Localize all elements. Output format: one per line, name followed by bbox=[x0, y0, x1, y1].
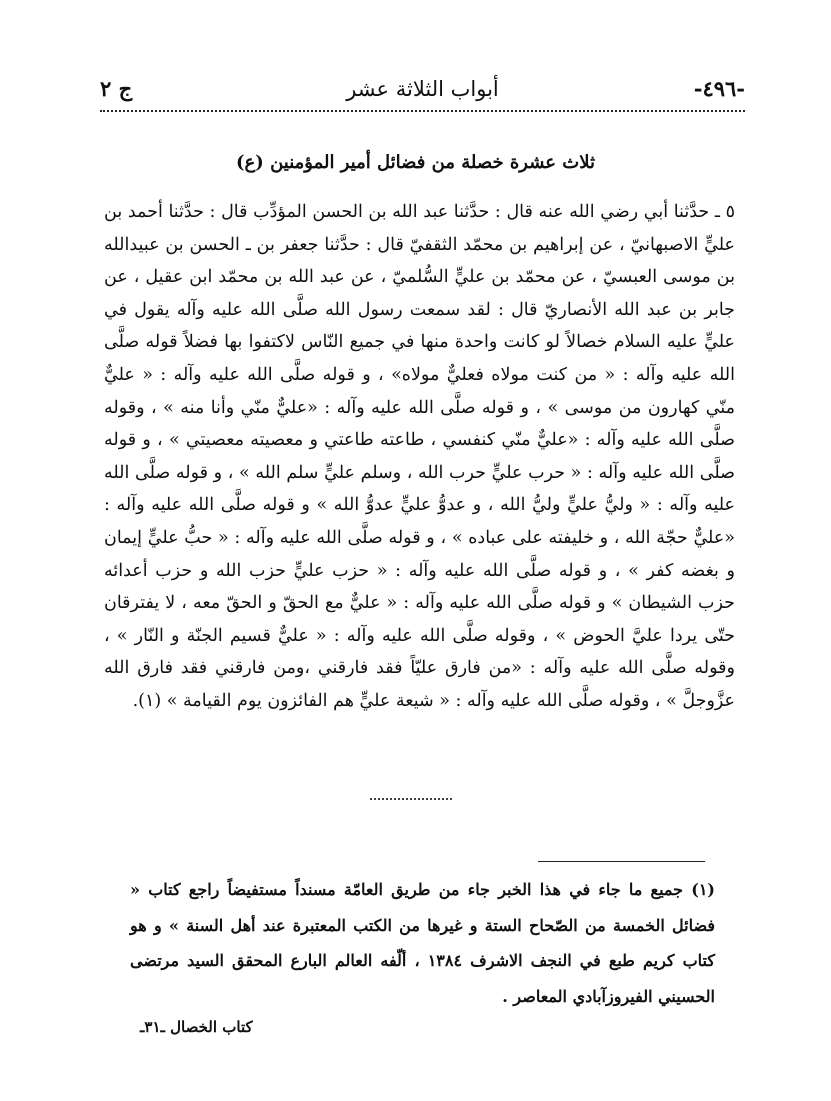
hadith-paragraph: ٥ ـ حدَّثنا أبي رضي الله عنه قال : حدَّثنا عبد الله بن الحسن المؤدِّب قال : حدَّثنا أحمد بن عليٍّ الاصبهانيّ ، عن إبراهيم بن محمّد الثقفيّ قال : حدَّثنا جعفر بن ـ الحسن بن عبيدالله بن موسى العبسيّ ، عن محمّد بن عليٍّ السُّلميّ ، عن عبد الله بن محمّد ابن عقيل ، عن جابر بن عبد الله الأنصاريّ قال : لقد سمعت رسول الله صلَّى الله عليه وآله يقول في عليٍّ عليه السلام خصالاً لو كانت واحدة منها في جميع النّاس لاكتفوا بها فضلاً قوله صلَّى الله عليه وآله : « من كنت مولاه فعليٌّ مولاه» ، و قوله صلَّى الله عليه وآله : « عليٌّ منّي كهارون من موسى » ، و قوله صلَّى الله عليه وآله : «عليٌّ منّي وأنا منه » ، وقوله صلَّى الله عليه وآله : «عليٌّ منّي كنفسي ، طاعته طاعتي و معصيته معصيتي » ، و قوله صلَّى الله عليه وآله : « حرب عليٍّ حرب الله ، وسلم عليٍّ سلم الله » ، و قوله صلَّى الله عليه وآله : « وليُّ عليٍّ وليُّ الله ، و عدوُّ عليٍّ عدوُّ الله » و قوله صلَّى الله عليه وآله : «عليٌّ حجّة الله ، و خليفته على عباده » ، و قوله صلَّى الله عليه وآله : « حبُّ عليٍّ إيمان و بغضه كفر » ، و قوله صلَّى الله عليه وآله : « حزب عليٍّ حزب الله و حزب أعدائه حزب الشيطان » و قوله صلَّى الله عليه وآله : « عليٌّ مع الحقّ و الحقّ معه ، لا يفترقان حتّى يردا عليَّ الحوض » ، وقوله صلَّى الله عليه وآله : « عليٌّ قسيم الجنّة و النّار » ، وقوله صلَّى الله عليه وآله : «من فارق عليّاً فقد فارقني ،ومن فارقني فقد فارق الله عزَّوجلَّ » ، وقوله صلَّى الله عليه وآله : « شيعة عليٍّ هم الفائزون يوم القيامة » (١). bbox=[104, 202, 735, 711]
footnote-paragraph: (١) جميع ما جاء في هذا الخبر جاء من طريق العامّة مسنداً مستفيضاً راجع كتاب « فضائل الخمسة من الصّحاح الستة و غيرها من الكتب المعتبرة عند أهل السنة » و هو كتاب كريم طبع في النجف الاشرف ١٣٨٤ ، ألّفه العالم البارع المحقق السيد مرتضى الحسيني الفيروزآبادي المعاصر . bbox=[130, 880, 716, 1006]
page-footer: كتاب الخصال ـ٣١ـ bbox=[140, 1018, 253, 1036]
header-divider bbox=[100, 110, 745, 112]
page-header bbox=[100, 74, 745, 104]
section-separator bbox=[370, 798, 452, 800]
page-number: -٤٩٦- bbox=[693, 76, 745, 101]
chapter-title: أبواب الثلاثة عشر bbox=[346, 77, 499, 101]
footnote bbox=[130, 872, 715, 1014]
hadith-text bbox=[104, 196, 735, 718]
footnote-divider bbox=[538, 861, 705, 862]
section-title: ثلاث عشرة خصلة من فضائل أمير المؤمنين (ع) bbox=[236, 152, 595, 173]
volume-label: ج ٢ bbox=[100, 76, 133, 101]
